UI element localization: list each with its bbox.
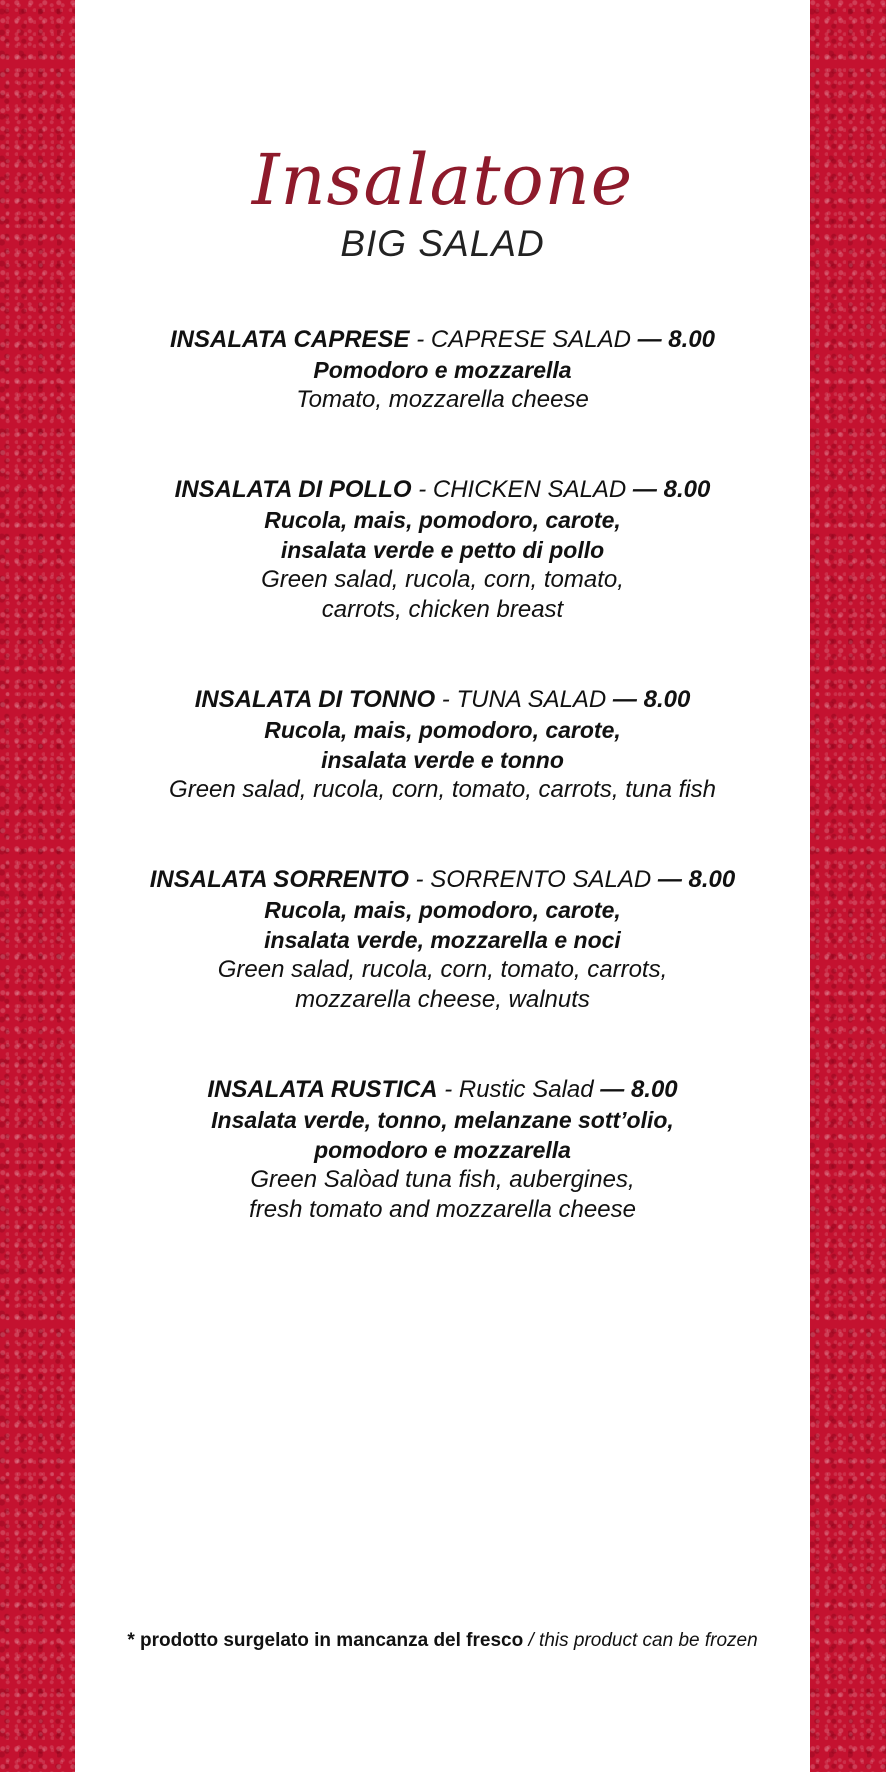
- menu-item-english-name: Rustic Salad: [458, 1076, 594, 1103]
- menu-item-english-desc: Green salad, rucola, corn, tomato,: [261, 566, 624, 593]
- menu-item-english-desc: mozzarella cheese, walnuts: [295, 986, 590, 1013]
- menu-item-separator: -: [437, 1076, 459, 1103]
- menu-item-price: — 8.00: [593, 1076, 678, 1103]
- menu-item-italian-desc: Insalata verde, tonno, melanzane sott’olio,: [211, 1107, 674, 1133]
- menu-item-sorrento: [75, 865, 810, 1015]
- menu-item-price: — 8.00: [651, 866, 736, 893]
- menu-item-italian-desc: Pomodoro e mozzarella: [313, 357, 572, 383]
- menu-item-italian-desc: insalata verde, mozzarella e noci: [264, 927, 621, 953]
- menu-item-italian-desc: insalata verde e petto di pollo: [280, 537, 605, 563]
- menu-item-name: INSALATA DI TONNO: [194, 686, 436, 713]
- menu-item-italian-desc: Rucola, mais, pomodoro, carote,: [264, 717, 621, 743]
- menu-item-english-desc: fresh tomato and mozzarella cheese: [249, 1196, 636, 1223]
- menu-item-pollo: [75, 475, 810, 625]
- menu-item-tonno: [75, 685, 810, 805]
- menu-item-separator: -: [411, 476, 433, 503]
- menu-item-heading: [75, 685, 810, 715]
- menu-title: Insalatone: [251, 139, 634, 221]
- footnote-english: / this product can be frozen: [523, 1630, 758, 1651]
- menu-item-italian-desc: pomodoro e mozzarella: [314, 1137, 571, 1163]
- menu-item-heading: [75, 475, 810, 505]
- footnote-italian: * prodotto surgelato in mancanza del fresco: [127, 1630, 524, 1651]
- menu-item-name: INSALATA SORRENTO: [149, 866, 409, 893]
- menu-item-caprese: [75, 325, 810, 415]
- menu-page: [75, 0, 810, 1772]
- menu-item-heading: [75, 865, 810, 895]
- footnote: [75, 1628, 810, 1654]
- menu-item-price: — 8.00: [630, 326, 716, 353]
- menu-item-english-desc: Tomato, mozzarella cheese: [296, 386, 589, 413]
- menu-item-english-desc: Green salad, rucola, corn, tomato, carrots, tuna fish: [169, 776, 716, 803]
- menu-item-english-name: SORRENTO SALAD: [430, 866, 652, 893]
- menu-item-separator: -: [435, 686, 457, 713]
- menu-item-italian-desc: insalata verde e tonno: [321, 747, 564, 773]
- left-red-border: [0, 0, 75, 1772]
- menu-subtitle: BIG SALAD: [340, 223, 545, 264]
- menu-item-english-name: CHICKEN SALAD: [432, 476, 627, 503]
- menu-item-heading: [75, 325, 810, 355]
- menu-item-name: INSALATA RUSTICA: [207, 1076, 438, 1103]
- menu-item-price: — 8.00: [626, 476, 711, 503]
- menu-item-heading: [75, 1075, 810, 1105]
- menu-item-italian-desc: Rucola, mais, pomodoro, carote,: [264, 507, 621, 533]
- menu-item-italian-desc: Rucola, mais, pomodoro, carote,: [264, 897, 621, 923]
- right-red-border: [810, 0, 886, 1772]
- menu-item-rustica: [75, 1075, 810, 1225]
- menu-item-english-desc: Green Salòad tuna fish, aubergines,: [250, 1166, 635, 1193]
- menu-item-name: INSALATA DI POLLO: [174, 476, 412, 503]
- menu-item-name: INSALATA CAPRESE: [169, 326, 410, 353]
- menu-item-price: — 8.00: [606, 686, 691, 713]
- menu-item-english-desc: Green salad, rucola, corn, tomato, carrots,: [217, 956, 668, 983]
- menu-item-english-desc: carrots, chicken breast: [321, 596, 564, 623]
- menu-item-separator: -: [408, 866, 431, 893]
- menu-item-separator: -: [409, 326, 431, 353]
- menu-item-english-name: CAPRESE SALAD: [430, 326, 631, 353]
- menu-item-english-name: TUNA SALAD: [456, 686, 607, 713]
